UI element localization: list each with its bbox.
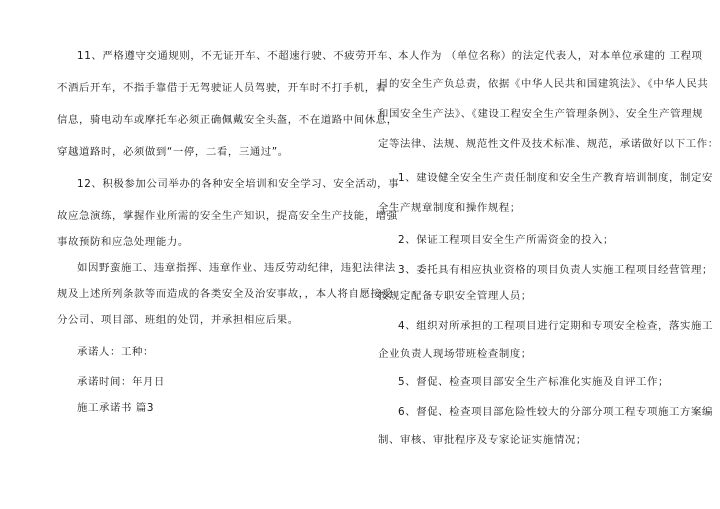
text-line: 本人作为 （单位名称）的法定代表人，对本单位承建的 工程项 <box>398 50 703 62</box>
text-line: 4、组织对所承担的工程项目进行定期和专项安全检查，落实施工 <box>398 320 713 332</box>
text-line: 故应急演练，掌握作业所需的安全生产知识，提高安全生产技能，增强 <box>57 210 398 222</box>
text-line: 规及上述所列条款等而造成的各类安全及治安事故，，本人将自愿接受 <box>57 288 393 300</box>
text-line: 如因野蛮施工、违章指挥、违章作业、违反劳动纪律，违犯法律法 <box>77 262 396 274</box>
text-line: 信息，骑电动车或摩托车必须正确佩戴安全头盔，不在道路中间休息， <box>57 114 398 126</box>
text-line: 分公司、项目部、班组的处罚，并承担相应后果。 <box>57 314 299 326</box>
text-line: 3、委托具有相应执业资格的项目负责人实施工程项目经营管理； <box>398 264 713 276</box>
text-line: 不酒后开车，不指手靠借于无驾驶证人员驾驶，开车时不打手机，看 <box>57 82 387 94</box>
text-line: 目的安全生产负总责，依据《中华人民共和国建筑法》、《中华人民共 <box>378 78 709 90</box>
text-line: 2、保证工程项目安全生产所需资金的投入； <box>398 234 615 246</box>
text-line: 6、督促、检查项目部危险性较大的分部分项工程专项施工方案编 <box>398 406 713 418</box>
text-line: 承诺时间：年月日 <box>77 376 165 388</box>
text-line: 事故预防和应急处理能力。 <box>57 236 189 248</box>
text-line: 11、严格遵守交通规则，不无证开车、不超速行驶、不疲劳开车、 <box>77 50 400 62</box>
text-line: 承诺人：工种： <box>77 346 154 358</box>
text-line: 5、督促、检查项目部安全生产标准化实施及自评工作； <box>398 376 669 388</box>
text-line: 全生产规章制度和操作规程； <box>378 202 521 214</box>
text-line: 企业负责人现场带班检查制度； <box>378 348 532 360</box>
text-line: 施工承诺书 篇3 <box>77 402 155 414</box>
text-line: 和国安全生产法》、《建设工程安全生产管理条例》、安全生产管理规 <box>378 108 704 120</box>
text-line: 穿越道路时，必须做到“一停，二看，三通过”。 <box>57 146 289 158</box>
text-line: 按规定配备专职安全管理人员； <box>378 290 532 302</box>
text-line: 定等法律、法规、规范性文件及技术标准、规范，承诺做好以下工作： <box>378 138 719 150</box>
text-line: 制、审核、审批程序及专家论证实施情况； <box>378 434 587 446</box>
text-line: 12、积极参加公司举办的各种安全培训和安全学习、安全活动，事 <box>77 178 400 190</box>
text-line: 1、建设健全安全生产责任制度和安全生产教育培训制度，制定安 <box>398 172 713 184</box>
